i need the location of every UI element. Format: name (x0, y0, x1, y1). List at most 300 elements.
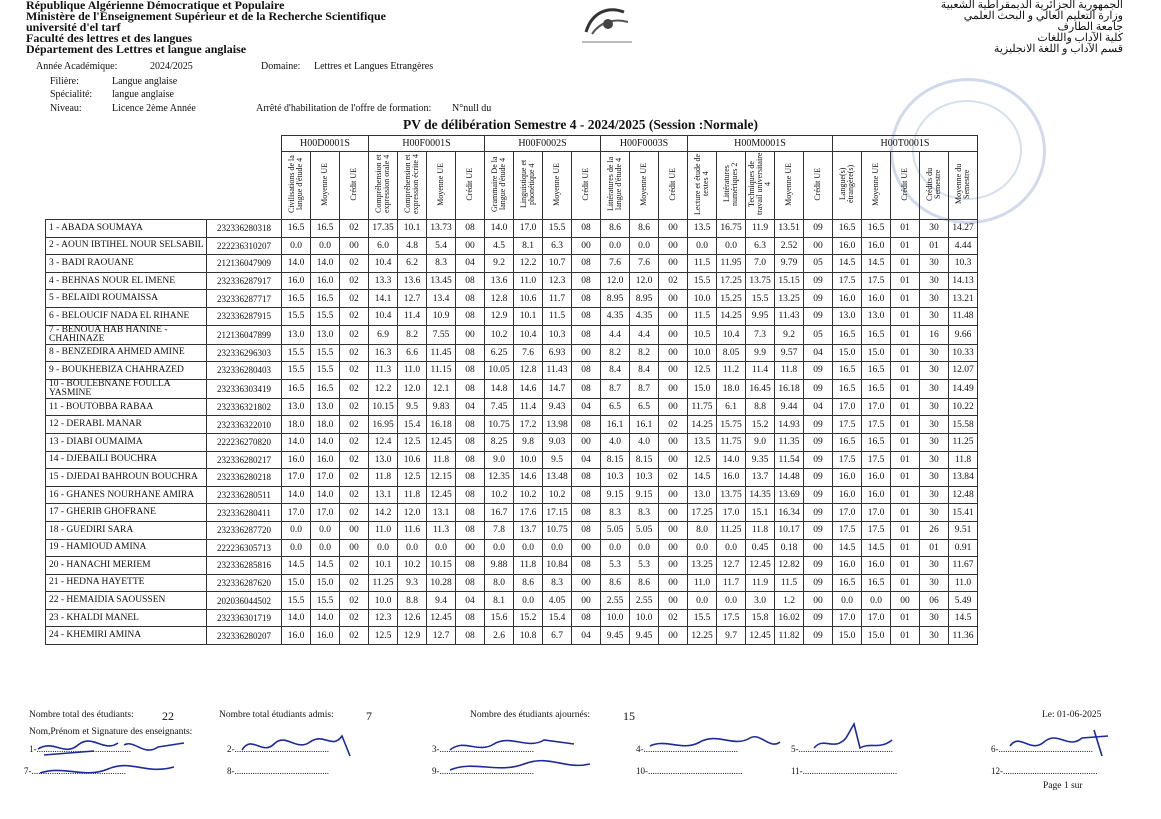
column-header-label: Crédit UE (349, 167, 358, 201)
grade-cell: 17.5 (862, 272, 891, 290)
grade-cell: 9.0 (746, 433, 775, 451)
grade-cell: 01 (891, 416, 920, 434)
grade-cell: 11.4 (746, 362, 775, 380)
grade-cell: 8.6 (601, 220, 630, 238)
grade-cell: 9.5 (398, 398, 427, 416)
grade-cell: 15.2 (746, 416, 775, 434)
grade-cell: 16.0 (311, 451, 340, 469)
grade-cell: 15.0 (688, 379, 717, 398)
grade-cell: 00 (659, 237, 688, 255)
grade-cell: 12.45 (746, 627, 775, 645)
table-row (46, 627, 978, 645)
grade-cell: 09 (804, 504, 833, 522)
grade-cell: 8.2 (601, 344, 630, 362)
student-matricule: 222236305713 (207, 539, 282, 557)
grade-cell: 10.1 (514, 307, 543, 325)
grade-cell: 8.3 (630, 504, 659, 522)
column-header (891, 152, 920, 220)
grade-cell: 7.0 (746, 255, 775, 273)
grade-cell: 02 (340, 398, 369, 416)
student-name: 22 - HEMAIDIA SAOUSSEN (46, 592, 207, 610)
column-header (427, 152, 456, 220)
grade-cell: 00 (891, 592, 920, 610)
grade-cell: 0.45 (746, 539, 775, 557)
grade-cell: 13.0 (833, 307, 862, 325)
grade-cell: 30 (920, 486, 949, 504)
grade-cell: 9.44 (775, 398, 804, 416)
grade-cell: 08 (572, 609, 601, 627)
grade-cell: 16.95 (369, 416, 398, 434)
grade-cell: 15.75 (717, 416, 746, 434)
grade-cell: 15.0 (833, 344, 862, 362)
grade-cell: 15.5 (688, 609, 717, 627)
grade-cell: 02 (340, 362, 369, 380)
grade-cell: 15.41 (949, 504, 978, 522)
signature-slot: 11-.......................................... (791, 766, 898, 776)
total-students-label: Nombre total des étudiants: (29, 710, 134, 720)
grade-cell: 13.6 (485, 272, 514, 290)
grade-cell: 10.6 (514, 290, 543, 308)
grade-cell: 08 (456, 574, 485, 592)
grade-cell: 14.7 (543, 379, 572, 398)
grade-cell: 6.2 (398, 255, 427, 273)
grade-cell: 17.15 (543, 504, 572, 522)
column-header-label: Langue(s) étrangère(s) (838, 164, 855, 204)
grade-cell: 09 (804, 557, 833, 575)
grade-cell: 02 (340, 255, 369, 273)
grade-cell: 00 (659, 325, 688, 344)
grade-cell: 0.0 (282, 237, 311, 255)
grade-cell: 16.34 (775, 504, 804, 522)
grade-cell: 14.49 (949, 379, 978, 398)
grade-cell: 4.4 (630, 325, 659, 344)
header-line-ar: كلية الآداب واللغات (1037, 32, 1123, 44)
deferred-label: Nombre des étudiants ajournés: (470, 710, 591, 720)
grade-cell: 4.35 (601, 307, 630, 325)
grade-cell: 00 (804, 592, 833, 610)
column-header-label: Littératures de la langue d'étude 4 (606, 156, 623, 212)
grade-cell: 11.82 (775, 627, 804, 645)
grade-cell: 14.35 (746, 486, 775, 504)
grade-cell: 16.0 (862, 469, 891, 487)
grade-cell: 14.0 (282, 609, 311, 627)
grade-cell: 08 (456, 627, 485, 645)
grade-cell: 11.8 (514, 557, 543, 575)
grade-cell: 8.15 (630, 451, 659, 469)
grade-cell: 16.0 (282, 272, 311, 290)
header-line: Département des Lettres et langue anglaise (26, 42, 247, 56)
grade-cell: 0.91 (949, 539, 978, 557)
grade-cell: 00 (572, 574, 601, 592)
grade-cell: 10.22 (949, 398, 978, 416)
grade-cell: 00 (659, 521, 688, 539)
grade-cell: 09 (804, 486, 833, 504)
grade-cell: 02 (659, 416, 688, 434)
column-header-label: Crédit UE (581, 167, 590, 201)
grade-cell: 14.6 (514, 469, 543, 487)
grade-cell: 4.0 (601, 433, 630, 451)
grade-cell: 02 (659, 272, 688, 290)
grade-cell: 16.0 (282, 627, 311, 645)
grade-cell: 0.0 (717, 592, 746, 610)
grade-cell: 15.0 (862, 344, 891, 362)
grade-cell: 6.3 (746, 237, 775, 255)
grade-cell: 04 (572, 398, 601, 416)
student-matricule: 232336321802 (207, 398, 282, 416)
header-line-ar: قسم الآداب و اللغة الانجليزية (993, 43, 1123, 55)
grade-cell: 06 (920, 592, 949, 610)
grade-cell: 11.9 (746, 220, 775, 238)
grade-cell: 12.45 (427, 609, 456, 627)
grade-cell: 14.0 (311, 255, 340, 273)
ue-group-header: H00F0003S (601, 136, 688, 152)
student-name: 9 - BOUKHEBIZA CHAHRAZED (46, 362, 207, 380)
grade-cell: 13.0 (688, 486, 717, 504)
grade-cell: 02 (340, 609, 369, 627)
column-header (949, 152, 978, 220)
grade-cell: 09 (804, 433, 833, 451)
student-matricule: 222236310207 (207, 237, 282, 255)
grade-cell: 10.3 (543, 325, 572, 344)
student-name: 13 - DIABI OUMAIMA (46, 433, 207, 451)
grade-cell: 12.25 (688, 627, 717, 645)
grade-cell: 8.6 (630, 574, 659, 592)
ue-group-header: H00M0001S (688, 136, 833, 152)
grade-cell: 16.0 (311, 627, 340, 645)
grade-cell: 16.1 (601, 416, 630, 434)
signature-slot: 12-.......................................... (991, 766, 1098, 776)
grade-cell: 30 (920, 290, 949, 308)
grade-cell: 9.4 (427, 592, 456, 610)
grade-cell: 14.5 (949, 609, 978, 627)
grade-cell: 00 (572, 237, 601, 255)
grade-cell: 9.2 (485, 255, 514, 273)
header-line: République Algérienne Démocratique et Populaire (26, 0, 285, 12)
grade-cell: 08 (456, 307, 485, 325)
column-header-label: Moyenne UE (436, 162, 445, 206)
column-header (659, 152, 688, 220)
ue-group-header: H00F0002S (485, 136, 601, 152)
grade-cell: 2.55 (601, 592, 630, 610)
grade-cell: 12.45 (427, 486, 456, 504)
grade-cell: 00 (456, 237, 485, 255)
grade-cell: 14.0 (282, 433, 311, 451)
grade-cell: 16.5 (862, 574, 891, 592)
grade-cell: 01 (891, 307, 920, 325)
student-matricule: 212136047909 (207, 255, 282, 273)
grade-cell: 8.8 (746, 398, 775, 416)
grade-cell: 9.9 (746, 344, 775, 362)
grade-cell: 16.1 (630, 416, 659, 434)
grade-cell: 11.25 (949, 433, 978, 451)
grade-cell: 00 (659, 255, 688, 273)
grade-cell: 13.69 (775, 486, 804, 504)
grade-cell: 00 (572, 344, 601, 362)
grade-cell: 00 (659, 433, 688, 451)
grade-cell: 01 (891, 398, 920, 416)
column-header (543, 152, 572, 220)
student-matricule: 232336322010 (207, 416, 282, 434)
grade-cell: 11.0 (398, 362, 427, 380)
grade-cell: 00 (804, 539, 833, 557)
grade-cell: 5.49 (949, 592, 978, 610)
student-matricule: 232336301719 (207, 609, 282, 627)
grade-cell: 08 (456, 416, 485, 434)
grade-cell: 6.93 (543, 344, 572, 362)
grade-cell: 01 (891, 272, 920, 290)
grade-cell: 15.25 (717, 290, 746, 308)
grade-cell: 5.4 (427, 237, 456, 255)
table-row (46, 592, 978, 610)
niveau-value: Licence 2ème Année (112, 103, 196, 114)
grade-cell: 0.0 (514, 539, 543, 557)
column-header (456, 152, 485, 220)
grade-cell: 10.15 (427, 557, 456, 575)
grade-cell: 09 (804, 627, 833, 645)
grade-cell: 15.5 (311, 362, 340, 380)
grade-cell: 16.18 (427, 416, 456, 434)
grade-cell: 13.3 (369, 272, 398, 290)
grade-cell: 30 (920, 362, 949, 380)
grade-cell: 2.55 (630, 592, 659, 610)
grade-cell: 0.0 (688, 237, 717, 255)
grade-cell: 09 (804, 362, 833, 380)
header-line: Faculté des lettres et des langues (26, 31, 193, 45)
table-row (46, 574, 978, 592)
grade-cell: 9.3 (398, 574, 427, 592)
grade-cell: 6.5 (630, 398, 659, 416)
grade-cell: 02 (340, 344, 369, 362)
grade-cell: 08 (572, 362, 601, 380)
grade-cell: 02 (340, 325, 369, 344)
grade-cell: 04 (456, 592, 485, 610)
grade-cell: 8.0 (688, 521, 717, 539)
column-header-label: Crédit UE (668, 167, 677, 201)
grade-cell: 08 (456, 469, 485, 487)
grade-cell: 11.0 (688, 574, 717, 592)
grade-cell: 14.0 (282, 486, 311, 504)
grade-cell: 16 (920, 325, 949, 344)
grade-cell: 08 (572, 557, 601, 575)
grade-cell: 4.5 (485, 237, 514, 255)
grade-cell: 0.0 (601, 237, 630, 255)
grade-cell: 9.95 (746, 307, 775, 325)
grade-cell: 10.8 (514, 627, 543, 645)
grade-cell: 4.0 (630, 433, 659, 451)
grade-cell: 6.9 (369, 325, 398, 344)
grade-cell: 12.48 (949, 486, 978, 504)
grade-cell: 11.5 (688, 255, 717, 273)
grade-cell: 12.9 (398, 627, 427, 645)
signature-slot: 4-.......................................... (636, 744, 738, 754)
grade-cell: 15.5 (688, 272, 717, 290)
grade-cell: 02 (340, 486, 369, 504)
grade-cell: 08 (572, 220, 601, 238)
grade-cell: 16.3 (369, 344, 398, 362)
grade-cell: 13.7 (514, 521, 543, 539)
grade-cell: 8.4 (630, 362, 659, 380)
signatures-label: Nom,Prénom et Signature des enseignants: (29, 727, 193, 737)
grade-cell: 15.1 (746, 504, 775, 522)
grade-cell: 0.18 (775, 539, 804, 557)
grade-cell: 8.3 (543, 574, 572, 592)
grade-cell: 11.8 (369, 469, 398, 487)
student-name: 19 - HAMIOUD AMINA (46, 539, 207, 557)
grade-cell: 02 (340, 433, 369, 451)
grade-cell: 11.36 (949, 627, 978, 645)
grade-cell: 9.03 (543, 433, 572, 451)
table-row (46, 416, 978, 434)
grade-cell: 0.0 (282, 521, 311, 539)
grade-cell: 8.6 (514, 574, 543, 592)
grade-cell: 00 (340, 521, 369, 539)
column-header (833, 152, 862, 220)
grade-cell: 18.0 (282, 416, 311, 434)
grade-cell: 13.0 (369, 451, 398, 469)
grade-cell: 01 (891, 521, 920, 539)
grade-cell: 14.0 (282, 255, 311, 273)
grade-cell: 02 (340, 504, 369, 522)
student-name: 5 - BELAIDI ROUMAISSA (46, 290, 207, 308)
student-matricule: 232336280511 (207, 486, 282, 504)
grade-cell: 08 (572, 290, 601, 308)
grade-cell: 5.3 (630, 557, 659, 575)
grade-cell: 12.2 (514, 255, 543, 273)
grade-cell: 0.0 (833, 592, 862, 610)
grade-cell: 13.7 (746, 469, 775, 487)
grade-cell: 15.0 (282, 574, 311, 592)
date: Le: 01-06-2025 (1042, 710, 1102, 720)
grade-cell: 01 (920, 237, 949, 255)
grade-cell: 11.25 (369, 574, 398, 592)
grade-cell: 15.0 (833, 627, 862, 645)
grade-cell: 11.43 (543, 362, 572, 380)
grade-cell: 10.4 (369, 307, 398, 325)
grade-cell: 12.7 (717, 557, 746, 575)
column-header (398, 152, 427, 220)
grade-cell: 12.0 (398, 379, 427, 398)
grade-cell: 10.1 (398, 220, 427, 238)
grade-cell: 16.0 (833, 486, 862, 504)
grade-cell: 04 (804, 344, 833, 362)
grade-cell: 12.45 (746, 557, 775, 575)
column-header-label: Littératures numériques 2 (722, 162, 739, 206)
grade-cell: 16.0 (311, 272, 340, 290)
grade-cell: 08 (456, 521, 485, 539)
grade-cell: 11.48 (949, 307, 978, 325)
table-row (46, 379, 978, 398)
grade-cell: 16.5 (282, 290, 311, 308)
column-header-label: Techniques de travail universitaire 4 (747, 152, 772, 216)
grade-cell: 7.45 (485, 398, 514, 416)
student-matricule: 202036044502 (207, 592, 282, 610)
grade-cell: 15.0 (862, 627, 891, 645)
grade-cell: 00 (659, 398, 688, 416)
grade-cell: 01 (891, 539, 920, 557)
grade-cell: 11.7 (543, 290, 572, 308)
grade-cell: 00 (659, 307, 688, 325)
student-matricule: 212136047899 (207, 325, 282, 344)
grade-cell: 11.8 (746, 521, 775, 539)
header-line-ar: وزارة التعليم العالي و البحث العلمي (963, 10, 1123, 22)
grade-cell: 2.6 (485, 627, 514, 645)
grade-cell: 30 (920, 469, 949, 487)
grade-cell: 02 (340, 416, 369, 434)
grade-cell: 0.0 (427, 539, 456, 557)
grade-cell: 16.5 (282, 379, 311, 398)
header-line: Ministère de l'Enseignement Supérieur et de la Recherche Scientifique (26, 9, 386, 23)
grade-cell: 5.05 (630, 521, 659, 539)
table-row (46, 398, 978, 416)
grade-cell: 0.0 (398, 539, 427, 557)
grade-cell: 14.5 (688, 469, 717, 487)
grade-cell: 15.4 (543, 609, 572, 627)
grade-cell: 17.5 (717, 609, 746, 627)
grade-cell: 13.0 (862, 307, 891, 325)
grade-cell: 08 (456, 272, 485, 290)
grade-cell: 30 (920, 307, 949, 325)
arrete-value: N°null du (452, 103, 492, 114)
domaine-value: Lettres et Langues Etrangères (314, 61, 434, 72)
table-row (46, 469, 978, 487)
grade-cell: 30 (920, 627, 949, 645)
grade-cell: 02 (340, 627, 369, 645)
grade-cell: 0.0 (717, 237, 746, 255)
grade-cell: 12.5 (398, 433, 427, 451)
grade-cell: 16.5 (833, 220, 862, 238)
grade-cell: 7.6 (601, 255, 630, 273)
grade-cell: 05 (804, 325, 833, 344)
grade-cell: 09 (804, 379, 833, 398)
handwritten-signature (34, 735, 194, 785)
grade-cell: 12.7 (398, 290, 427, 308)
grade-cell: 5.3 (601, 557, 630, 575)
student-name: 16 - GHANES NOURHANE AMIRA (46, 486, 207, 504)
grade-cell: 13.0 (282, 325, 311, 344)
grade-cell: 00 (659, 592, 688, 610)
grade-cell: 0.0 (311, 539, 340, 557)
grade-cell: 26 (920, 521, 949, 539)
grade-cell: 08 (456, 290, 485, 308)
grade-cell: 0.0 (688, 592, 717, 610)
grade-cell: 02 (340, 379, 369, 398)
grade-cell: 9.0 (485, 451, 514, 469)
grade-cell: 17.0 (717, 504, 746, 522)
grade-cell: 17.25 (688, 504, 717, 522)
grade-cell: 11.75 (688, 398, 717, 416)
table-row (46, 557, 978, 575)
handwritten-signature (808, 718, 898, 758)
grade-cell: 12.82 (775, 557, 804, 575)
grade-cell: 0.0 (543, 539, 572, 557)
grade-cell: 30 (920, 272, 949, 290)
grade-cell: 01 (891, 451, 920, 469)
grade-cell: 9.83 (427, 398, 456, 416)
grade-cell: 12.0 (398, 504, 427, 522)
column-header-label: Crédits du Semestre (925, 167, 942, 201)
grade-cell: 01 (891, 557, 920, 575)
column-header (369, 152, 398, 220)
column-header-label: Compréhension et expression orale 4 (374, 154, 391, 214)
grade-cell: 7.6 (630, 255, 659, 273)
grade-cell: 16.5 (311, 290, 340, 308)
grade-cell: 10.2 (543, 486, 572, 504)
grade-cell: 10.7 (543, 255, 572, 273)
grade-cell: 16.5 (862, 362, 891, 380)
grade-cell: 0.0 (485, 539, 514, 557)
ue-group-header: H00F0001S (369, 136, 485, 152)
grade-cell: 12.45 (427, 433, 456, 451)
